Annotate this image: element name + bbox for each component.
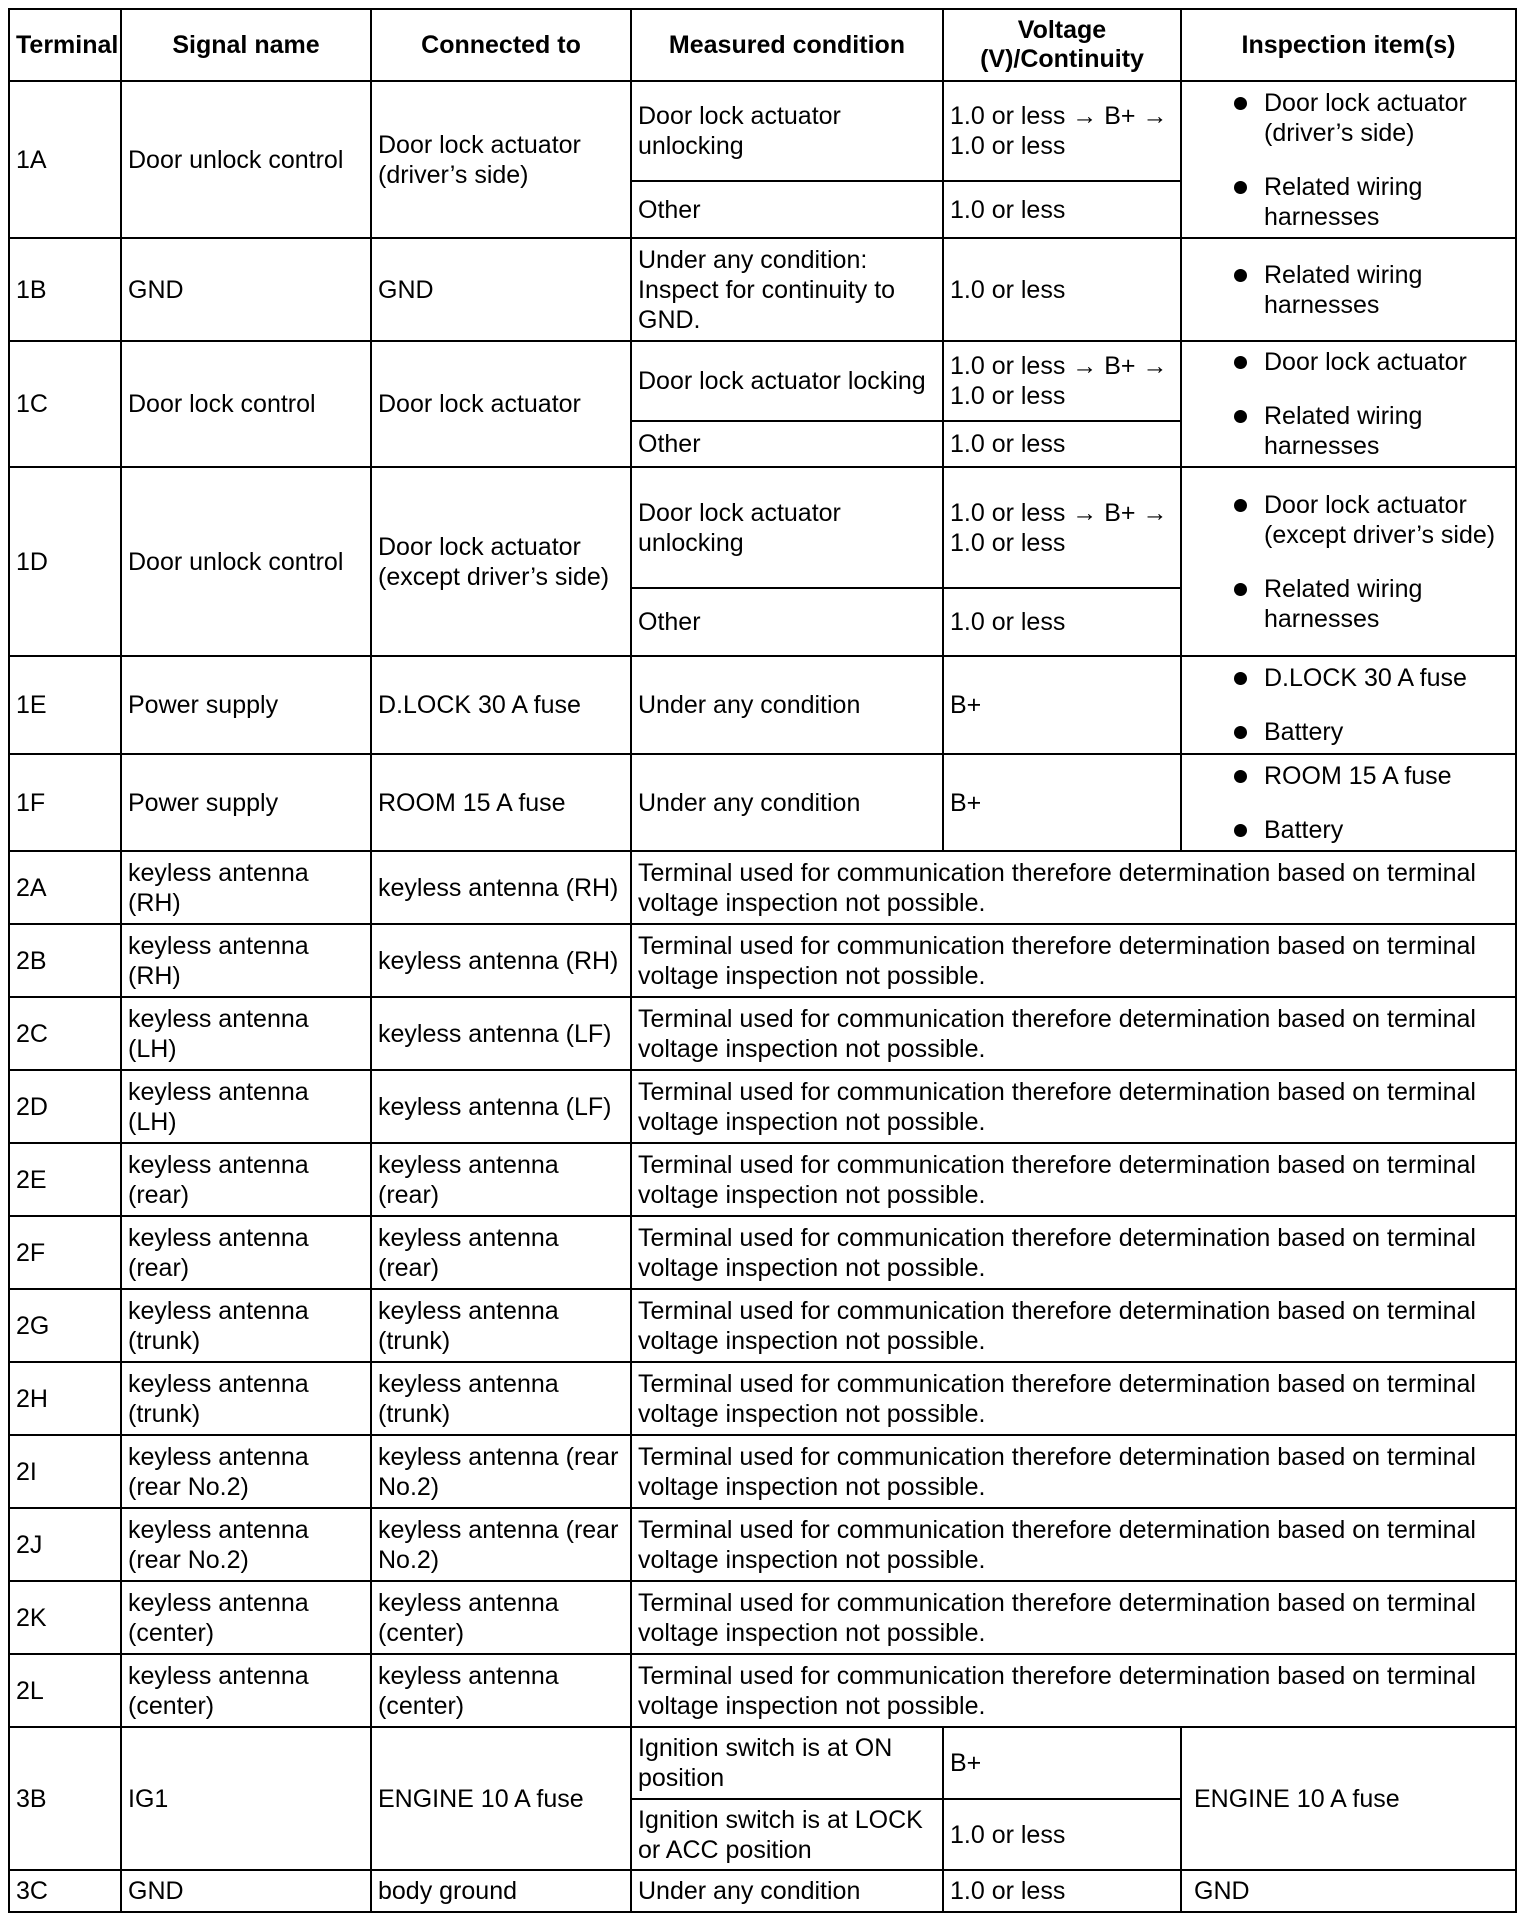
table-row: [9, 1870, 1516, 1912]
measured-condition-cell: Door lock actuator unlocking: [631, 81, 943, 181]
signal-name-cell: keyless antenna (trunk): [121, 1362, 371, 1435]
measured-condition-cell: Other: [631, 421, 943, 467]
table-row: [9, 1727, 1516, 1799]
header-terminal: Terminal: [9, 9, 121, 81]
inspection-list: [1194, 347, 1509, 461]
connected-to-cell: ENGINE 10 A fuse: [371, 1727, 631, 1870]
table-row: [9, 754, 1516, 851]
terminal-cell: 1B: [9, 238, 121, 341]
voltage-cell: B+: [943, 1727, 1181, 1799]
note-cell: Terminal used for communication therefore determination based on terminal voltage inspection not possible.: [631, 1435, 1516, 1508]
signal-name-cell: keyless antenna (LH): [121, 1070, 371, 1143]
measured-condition-cell: Under any condition: [631, 754, 943, 851]
measured-condition-cell: Under any condition: Inspect for continuity to GND.: [631, 238, 943, 341]
inspection-items-cell: [1181, 467, 1516, 656]
inspection-item: Battery: [1194, 717, 1509, 747]
voltage-cell: 1.0 or less → B+ → 1.0 or less: [943, 81, 1181, 181]
note-cell: Terminal used for communication therefore determination based on terminal voltage inspection not possible.: [631, 1508, 1516, 1581]
terminal-cell: 2E: [9, 1143, 121, 1216]
terminal-cell: 2D: [9, 1070, 121, 1143]
terminal-cell: 1D: [9, 467, 121, 656]
terminal-cell: 2G: [9, 1289, 121, 1362]
table-row: [9, 1435, 1516, 1508]
inspection-items-cell: [1181, 238, 1516, 341]
connected-to-cell: keyless antenna (rear): [371, 1216, 631, 1289]
table-row: [9, 1216, 1516, 1289]
inspection-item: Door lock actuator: [1194, 347, 1509, 377]
connected-to-cell: D.LOCK 30 A fuse: [371, 656, 631, 754]
inspection-item: D.LOCK 30 A fuse: [1194, 663, 1509, 693]
header-inspection-items: Inspection item(s): [1181, 9, 1516, 81]
connected-to-cell: keyless antenna (center): [371, 1581, 631, 1654]
connected-to-cell: keyless antenna (rear No.2): [371, 1435, 631, 1508]
signal-name-cell: Door unlock control: [121, 81, 371, 238]
signal-name-cell: keyless antenna (center): [121, 1581, 371, 1654]
header-connected-to: Connected to: [371, 9, 631, 81]
table-row: [9, 1581, 1516, 1654]
terminal-cell: 2H: [9, 1362, 121, 1435]
table-row: [9, 467, 1516, 588]
table-row: [9, 1143, 1516, 1216]
table-row: [9, 1362, 1516, 1435]
terminal-cell: 2L: [9, 1654, 121, 1727]
inspection-items-cell: [1181, 341, 1516, 467]
signal-name-cell: Door unlock control: [121, 467, 371, 656]
table-row: [9, 997, 1516, 1070]
signal-name-cell: Power supply: [121, 754, 371, 851]
terminal-cell: 2K: [9, 1581, 121, 1654]
inspection-item: Related wiring harnesses: [1194, 172, 1509, 232]
note-cell: Terminal used for communication therefore determination based on terminal voltage inspection not possible.: [631, 1289, 1516, 1362]
measured-condition-cell: Door lock actuator locking: [631, 341, 943, 421]
terminal-cell: 1E: [9, 656, 121, 754]
note-cell: Terminal used for communication therefore determination based on terminal voltage inspection not possible.: [631, 1581, 1516, 1654]
terminal-cell: 2I: [9, 1435, 121, 1508]
measured-condition-cell: Other: [631, 181, 943, 238]
terminal-cell: 1C: [9, 341, 121, 467]
inspection-item: Related wiring harnesses: [1194, 260, 1509, 320]
connected-to-cell: body ground: [371, 1870, 631, 1912]
connected-to-cell: keyless antenna (rear): [371, 1143, 631, 1216]
inspection-items-cell: [1181, 656, 1516, 754]
signal-name-cell: GND: [121, 1870, 371, 1912]
terminal-cell: 2F: [9, 1216, 121, 1289]
header-measured-condition: Measured condition: [631, 9, 943, 81]
signal-name-cell: keyless antenna (RH): [121, 924, 371, 997]
connected-to-cell: keyless antenna (LF): [371, 1070, 631, 1143]
table-row: [9, 656, 1516, 754]
inspection-item: ROOM 15 A fuse: [1194, 761, 1509, 791]
terminal-cell: 1A: [9, 81, 121, 238]
note-cell: Terminal used for communication therefore determination based on terminal voltage inspection not possible.: [631, 1654, 1516, 1727]
connected-to-cell: keyless antenna (center): [371, 1654, 631, 1727]
signal-name-cell: GND: [121, 238, 371, 341]
header-voltage: Voltage (V)/Continuity: [943, 9, 1181, 81]
voltage-cell: 1.0 or less: [943, 181, 1181, 238]
table-row: [9, 1289, 1516, 1362]
inspection-list: [1194, 88, 1509, 232]
signal-name-cell: keyless antenna (LH): [121, 997, 371, 1070]
connected-to-cell: Door lock actuator (except driver’s side): [371, 467, 631, 656]
signal-name-cell: keyless antenna (rear No.2): [121, 1435, 371, 1508]
terminal-inspection-table: [8, 8, 1517, 1913]
measured-condition-cell: Door lock actuator unlocking: [631, 467, 943, 588]
note-cell: Terminal used for communication therefore determination based on terminal voltage inspection not possible.: [631, 851, 1516, 924]
inspection-item: Related wiring harnesses: [1194, 574, 1509, 634]
voltage-cell: 1.0 or less → B+ → 1.0 or less: [943, 467, 1181, 588]
inspection-list: [1194, 490, 1509, 634]
note-cell: Terminal used for communication therefore determination based on terminal voltage inspection not possible.: [631, 924, 1516, 997]
inspection-item: Battery: [1194, 815, 1509, 845]
terminal-cell: 3C: [9, 1870, 121, 1912]
voltage-cell: B+: [943, 754, 1181, 851]
connected-to-cell: Door lock actuator: [371, 341, 631, 467]
table-row: [9, 238, 1516, 341]
connected-to-cell: Door lock actuator (driver’s side): [371, 81, 631, 238]
inspection-items-cell: [1181, 754, 1516, 851]
signal-name-cell: Door lock control: [121, 341, 371, 467]
signal-name-cell: Power supply: [121, 656, 371, 754]
inspection-items-cell: GND: [1181, 1870, 1516, 1912]
note-cell: Terminal used for communication therefore determination based on terminal voltage inspection not possible.: [631, 1070, 1516, 1143]
signal-name-cell: keyless antenna (rear No.2): [121, 1508, 371, 1581]
signal-name-cell: IG1: [121, 1727, 371, 1870]
connected-to-cell: GND: [371, 238, 631, 341]
voltage-cell: 1.0 or less: [943, 1870, 1181, 1912]
measured-condition-cell: Ignition switch is at ON position: [631, 1727, 943, 1799]
table-row: [9, 1070, 1516, 1143]
table-row: [9, 81, 1516, 181]
table-row: [9, 1508, 1516, 1581]
table-row: [9, 1654, 1516, 1727]
connected-to-cell: keyless antenna (LF): [371, 997, 631, 1070]
note-cell: Terminal used for communication therefore determination based on terminal voltage inspection not possible.: [631, 1143, 1516, 1216]
measured-condition-cell: Under any condition: [631, 656, 943, 754]
inspection-items-cell: ENGINE 10 A fuse: [1181, 1727, 1516, 1870]
note-cell: Terminal used for communication therefore determination based on terminal voltage inspection not possible.: [631, 1216, 1516, 1289]
table-row: [9, 341, 1516, 421]
connected-to-cell: keyless antenna (RH): [371, 851, 631, 924]
connected-to-cell: keyless antenna (RH): [371, 924, 631, 997]
signal-name-cell: keyless antenna (trunk): [121, 1289, 371, 1362]
inspection-items-cell: [1181, 81, 1516, 238]
signal-name-cell: keyless antenna (center): [121, 1654, 371, 1727]
inspection-list: [1194, 761, 1509, 845]
signal-name-cell: keyless antenna (rear): [121, 1143, 371, 1216]
measured-condition-cell: Other: [631, 588, 943, 656]
terminal-cell: 2J: [9, 1508, 121, 1581]
terminal-cell: 2A: [9, 851, 121, 924]
signal-name-cell: keyless antenna (RH): [121, 851, 371, 924]
header-signal-name: Signal name: [121, 9, 371, 81]
inspection-list: [1194, 663, 1509, 747]
note-cell: Terminal used for communication therefore determination based on terminal voltage inspection not possible.: [631, 1362, 1516, 1435]
voltage-cell: 1.0 or less: [943, 588, 1181, 656]
inspection-item: Door lock actuator (driver’s side): [1194, 88, 1509, 148]
table-row: [9, 924, 1516, 997]
table-header-row: [9, 9, 1516, 81]
connected-to-cell: keyless antenna (trunk): [371, 1289, 631, 1362]
voltage-cell: 1.0 or less: [943, 238, 1181, 341]
terminal-cell: 2B: [9, 924, 121, 997]
measured-condition-cell: Under any condition: [631, 1870, 943, 1912]
inspection-item: Related wiring harnesses: [1194, 401, 1509, 461]
voltage-cell: 1.0 or less: [943, 1799, 1181, 1870]
voltage-cell: 1.0 or less: [943, 421, 1181, 467]
inspection-list: [1194, 260, 1509, 320]
measured-condition-cell: Ignition switch is at LOCK or ACC position: [631, 1799, 943, 1870]
signal-name-cell: keyless antenna (rear): [121, 1216, 371, 1289]
connected-to-cell: keyless antenna (trunk): [371, 1362, 631, 1435]
terminal-cell: 2C: [9, 997, 121, 1070]
table-row: [9, 851, 1516, 924]
connected-to-cell: ROOM 15 A fuse: [371, 754, 631, 851]
terminal-cell: 1F: [9, 754, 121, 851]
note-cell: Terminal used for communication therefore determination based on terminal voltage inspection not possible.: [631, 997, 1516, 1070]
voltage-cell: 1.0 or less → B+ → 1.0 or less: [943, 341, 1181, 421]
voltage-cell: B+: [943, 656, 1181, 754]
inspection-item: Door lock actuator (except driver’s side): [1194, 490, 1509, 550]
terminal-cell: 3B: [9, 1727, 121, 1870]
connected-to-cell: keyless antenna (rear No.2): [371, 1508, 631, 1581]
